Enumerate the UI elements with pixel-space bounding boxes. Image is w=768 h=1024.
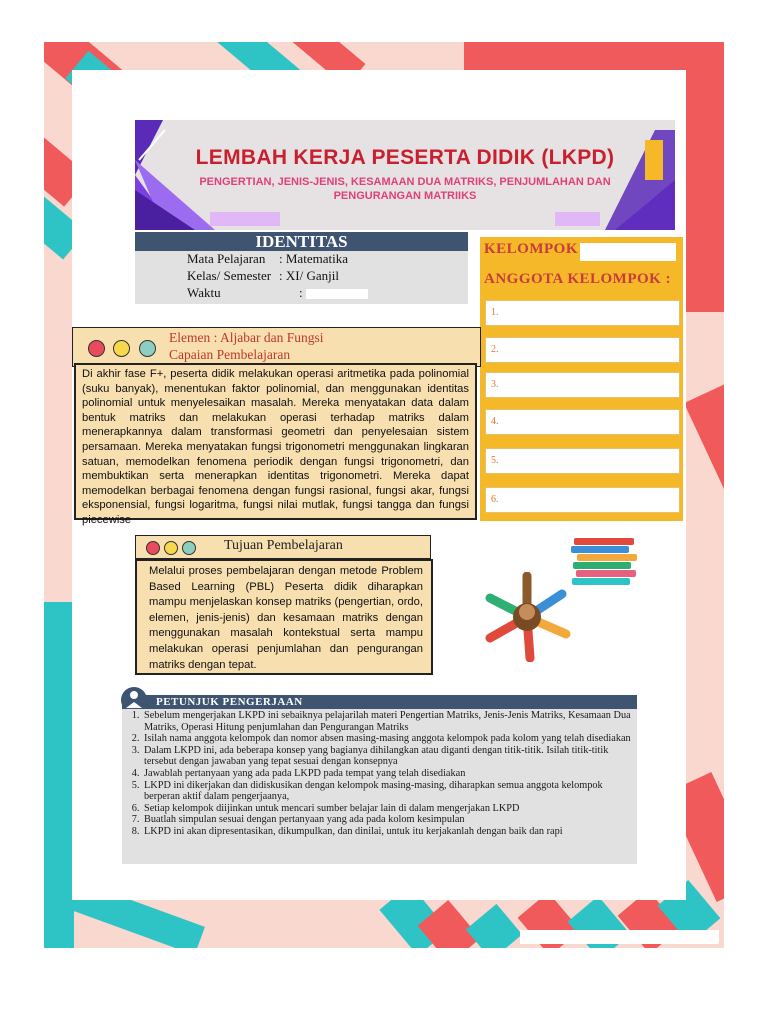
tujuan-header <box>135 535 431 559</box>
petunjuk-item: 8. LKPD ini akan dipresentasikan, dikumpulkan, dan dinilai, untuk itu kerjakanlah dengan baik dan rapi <box>142 826 633 838</box>
elemen-header <box>72 327 481 367</box>
kelompok-input[interactable] <box>580 243 676 261</box>
identitas-label: Mata Pelajaran <box>187 251 266 266</box>
books-illustration <box>568 536 640 588</box>
identitas-row-kelas <box>187 268 339 284</box>
petunjuk-panel <box>122 709 637 864</box>
petunjuk-header <box>122 695 637 709</box>
bottom-blank-strip <box>520 930 719 944</box>
identitas-value: XI/ Ganjil <box>285 268 339 283</box>
identitas-heading: IDENTITAS <box>135 232 468 251</box>
identitas-sep: : <box>279 251 283 266</box>
frame-stripe <box>684 62 724 312</box>
elemen-label: Elemen : Aljabar dan Fungsi <box>169 330 324 345</box>
petunjuk-item: 4. Jawablah pertanyaan yang ada pada LKPD pada tempat yang telah disediakan <box>142 768 633 780</box>
banner-subtitle: PENGERTIAN, JENIS-JENIS, KESAMAAN DUA MATRIKS, PENJUMLAHAN DAN PENGURANGAN MATRIIKS <box>199 176 611 202</box>
member-number: 4. <box>491 416 499 427</box>
identitas-label: Kelas/ Semester <box>187 268 272 283</box>
frame-stripe <box>684 382 724 512</box>
banner-title: LEMBAH KERJA PESERTA DIDIK (LKPD) <box>195 146 615 169</box>
petunjuk-item: 7. Buatlah simpulan sesuai dengan pertanyaan yang ada pada kolom kesimpulan <box>142 814 633 826</box>
identitas-row-waktu <box>187 285 368 301</box>
member-number: 2. <box>491 344 499 355</box>
identitas-label: Waktu <box>187 285 221 300</box>
petunjuk-title: PETUNJUK PENGERJAAN <box>156 696 303 708</box>
yellow-dot-icon <box>164 541 178 555</box>
identitas-sep: : <box>279 268 283 283</box>
tujuan-title: Tujuan Pembelajaran <box>224 538 343 553</box>
green-dot-icon <box>182 541 196 555</box>
member-field[interactable] <box>485 300 680 326</box>
member-number: 6. <box>491 494 499 505</box>
petunjuk-item: 2. Isilah nama anggota kelompok dan nomor absen masing-masing anggota kelompok pada kolom yang telah disediakan <box>142 733 633 745</box>
elemen-heading <box>169 329 323 363</box>
member-number: 5. <box>491 455 499 466</box>
anggota-title: ANGGOTA KELOMPOK : <box>484 271 672 287</box>
waktu-input-blank[interactable] <box>306 289 368 299</box>
petunjuk-item: 1. Sebelum mengerjakan LKPD ini sebaiknya pelajarilah materi Pengertian Matriks, Jenis-Jenis Matriks, Kesamaan Dua Matriks, Operasi Hitung penjumlahan dan Pengurangan Matriks <box>142 710 633 733</box>
petunjuk-item: 3. Dalam LKPD ini, ada beberapa konsep yang bagianya dihilangkan atau diganti dengan titik-titik. Isilah titik-titik tersebut dengan jawaban yang tepat sesuai dengan konsepnya <box>142 745 633 768</box>
yellow-dot-icon <box>113 340 130 357</box>
red-dot-icon <box>88 340 105 357</box>
kelompok-title: KELOMPOK <box>484 241 578 257</box>
member-number: 3. <box>491 379 499 390</box>
petunjuk-list <box>122 709 637 838</box>
identitas-row-mapel <box>187 251 348 267</box>
identitas-panel <box>135 251 468 304</box>
capaian-text: Di akhir fase F+, peserta didik melakukan operasi aritmetika pada polinomial (suku banyak), menentukan faktor polinomial, dan menggunakan identitas polinomial untuk menyelesaikan masalah. Mereka menyatakan data dalam bentuk matriks dan melakukan operasi terhadap matriks dalam menerapkannya dalam transformasi geometri dan penyelesaian sistem persamaan. Mereka menyatakan fungsi trigonometri menggunakan lingkaran satuan, memodelkan fenomena periodik dengan fungsi trigonometri, dan membuktikan serta menerapkan identitas trigonometri. Mereka dapat memodelkan berbagai fenomena dengan fungsi rasional, fungsi akar, fungsi eksponensial, fungsi logaritma, fungsi nilai mutlak, fungsi tangga dan fungsi piecewise <box>74 363 477 520</box>
member-field[interactable] <box>485 337 680 363</box>
member-field[interactable] <box>485 487 680 513</box>
petunjuk-item: 6. Setiap kelompok diijinkan untuk mencari sumber belajar lain di dalam mengerjakan LKPD <box>142 803 633 815</box>
member-number: 1. <box>491 307 499 318</box>
title-banner <box>135 120 675 230</box>
teamwork-hands-illustration <box>482 572 572 662</box>
green-dot-icon <box>139 340 156 357</box>
member-field[interactable] <box>485 448 680 474</box>
petunjuk-item: 5. LKPD ini dikerjakan dan didiskusikan dengan kelompok masing-masing, diharapkan semua anggota kelompok berperan aktif dalam pengerjaanya, <box>142 780 633 803</box>
kelompok-panel <box>480 237 683 521</box>
tujuan-text: Melalui proses pembelajaran dengan metode Problem Based Learning (PBL) Peserta didik diharapkan mampu menjelaskan konsep matriks (pengertian, ordo, elemen, jenis-jenis) dan kesamaan matriks dengan menggunakan masalah kontekstual serta mampu melakukan operasi penjumlahan dan pengurangan matriks dengan tepat. <box>135 559 433 675</box>
member-field[interactable] <box>485 372 680 398</box>
red-dot-icon <box>146 541 160 555</box>
member-field[interactable] <box>485 409 680 435</box>
identitas-sep: : <box>299 285 303 300</box>
identitas-value: Matematika <box>285 251 348 266</box>
capaian-label: Capaian Pembelajaran <box>169 347 291 362</box>
